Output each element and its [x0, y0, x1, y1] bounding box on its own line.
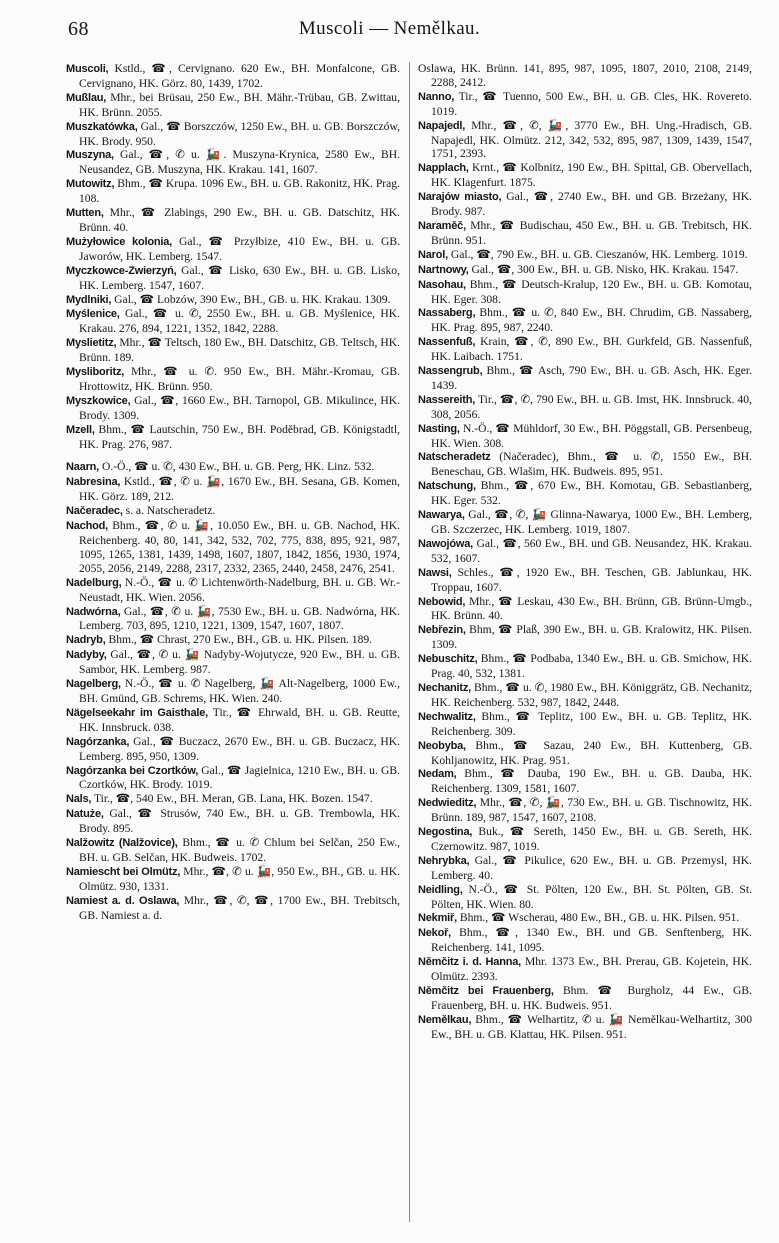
entry-details: Gal., ☎, 790 Ew., BH. u. GB. Cieszanów, HK. Lemberg. 1019. [450, 247, 748, 261]
gazetteer-entry [418, 854, 752, 883]
entry-details: Bhm., ☎, 1340 Ew., BH. und GB. Senftenberg, HK. Reichenberg. 141, 1095. [431, 926, 752, 955]
entry-details: Gal., ☎, 300 Ew., BH. u. GB. Nisko, HK. Krakau. 1547. [471, 262, 739, 276]
entry-details: Bhm., ☎ Wscherau, 480 Ew., BH., GB. u. HK. Pilsen. 951. [459, 911, 740, 925]
entry-headword: Narol, [418, 248, 448, 261]
gazetteer-entry [418, 955, 752, 984]
gazetteer-entry [418, 450, 752, 479]
gazetteer-entry [418, 652, 752, 681]
entry-details: N.-Ö., ☎ St. Pölten, 120 Ew., BH. St. Pölten, GB. St. Pölten, HK. Wien. 80. [431, 882, 752, 911]
gazetteer-entry [418, 90, 752, 119]
entry-details: (Načeradec), Bhm., ☎ u. ✆, 1550 Ew., BH. Beneschau, GB. Wlašim, HK. Budweis. 895, 951. [431, 450, 752, 479]
entry-details: Tir., ☎ Ehrwald, BH. u. GB. Reutte, HK. Innsbruck. 038. [79, 705, 400, 734]
entry-headword: Nedwieditz, [418, 797, 477, 810]
entry-headword: Nasohau, [418, 278, 466, 291]
gazetteer-entry [66, 576, 400, 605]
gazetteer-entry [66, 365, 400, 394]
gazetteer-entry [66, 836, 400, 865]
entry-headword: Namiescht bei Olmütz, [66, 865, 181, 878]
entry-headword: Natuże, [66, 808, 104, 821]
entry-details: Schles., ☎, 1920 Ew., BH. Teschen, GB. Jablunkau, HK. Troppau, 1607. [431, 565, 752, 594]
entry-headword: Napajedl, [418, 119, 466, 132]
entry-details: Bhm., ☎, 670 Ew., BH. Komotau, GB. Sebastianberg, HK. Eger. 532. [431, 479, 752, 508]
entry-details: Bhm. ☎ Burgholz, 44 Ew., GB. Frauenberg, BH. u. HK. Budweis. 951. [431, 984, 752, 1012]
entry-headword: Nagórzanka bei Czortków, [66, 764, 199, 777]
entry-details: Bhm., ☎ Asch, 790 Ew., BH. u. GB. Asch, HK. Eger. 1439. [431, 364, 752, 392]
entry-headword: Nassereith, [418, 393, 476, 406]
entry-headword: Nadyby, [66, 649, 107, 662]
entry-details: Tir., ☎, 540 Ew., BH. Meran, GB. Lana, HK. Bozen. 1547. [94, 792, 373, 806]
entry-details: Gal., ☎ Lobzów, 390 Ew., BH., GB. u. HK. Krakau. 1309. [114, 292, 391, 306]
gazetteer-entry [418, 422, 752, 451]
entry-details: Gal., ☎ Jagielnica, 1210 Ew., BH. u. GB. Czortków, HK. Brody. 1019. [79, 763, 400, 792]
gazetteer-entry [66, 807, 400, 836]
entry-details: s. a. Natscheradetz. [125, 504, 216, 518]
entry-headword: Nals, [66, 793, 92, 806]
entry-headword: Negostina, [418, 826, 473, 839]
entry-headword: Nawarya, [418, 509, 465, 522]
entry-details: Bhm., ☎ u. ✆, 1980 Ew., BH. Königgrätz, GB. Nechanitz, HK. Reichenberg. 532, 987, 1842, 2448. [431, 680, 752, 709]
gazetteer-entry [66, 633, 400, 648]
entry-headword: Myslietitz, [66, 337, 117, 350]
entry-details: Bhm., ☎ u. ✆ Chlum bei Selčan, 250 Ew., BH. u. GB. Selčan, HK. Budweis. 1702. [79, 836, 400, 864]
gazetteer-entry [418, 119, 752, 162]
entry-details: Gal., ☎, ✆ u. 🚂 Nadyby-Wojutycze, 920 Ew., BH. u. GB. Sambor, HK. Lemberg. 987. [79, 648, 400, 677]
entry-details: Gal., ☎ Borszczów, 1250 Ew., BH. u. GB. Borszczów, HK. Brody. 950. [79, 119, 400, 148]
entry-headword: Mydlniki, [66, 293, 112, 306]
gazetteer-entry [418, 796, 752, 825]
gazetteer-entry [66, 235, 400, 264]
entry-details: Tir., ☎, ✆, 790 Ew., BH. u. GB. Imst, HK. Innsbruck. 40, 308, 2056. [431, 392, 752, 421]
entry-details: Gal., ☎, ✆, 🚂 Glinna-Nawarya, 1000 Ew., BH. Lemberg, GB. Szczerzec, HK. Lemberg. 1019, 1807. [431, 508, 752, 536]
entry-headword: Mutowitz, [66, 178, 115, 191]
entry-details: Gal., ☎, 2740 Ew., BH. und GB. Brzeżany, HK. Brody. 987. [431, 190, 752, 219]
gazetteer-entry [418, 883, 752, 912]
entry-details: Mhr., ☎ Teltsch, 180 Ew., BH. Datschitz, GB. Teltsch, HK. Brünn. 189. [79, 336, 400, 365]
page-number: 68 [68, 18, 89, 40]
entry-headword: Napplach, [418, 162, 469, 175]
entry-details: Gal., ☎, 1660 Ew., BH. Tarnopol, GB. Mikulince, HK. Brody. 1309. [79, 393, 400, 422]
entry-headword: Neobyba, [418, 739, 466, 752]
entry-headword: Muszyna, [66, 149, 114, 162]
entry-details: Gal., ☎ Pikulice, 620 Ew., BH. u. GB. Przemysl, HK. Lemberg. 40. [431, 853, 752, 882]
gazetteer-entry [418, 335, 752, 364]
entry-headword: Nadelburg, [66, 576, 122, 589]
entry-headword: Nekoř, [418, 927, 452, 940]
gazetteer-entry [418, 710, 752, 739]
entry-details: O.-Ö., ☎ u. ✆, 430 Ew., BH. u. GB. Perg, HK. Linz. 532. [101, 460, 375, 474]
two-column-text [66, 62, 756, 1227]
gazetteer-entry [418, 479, 752, 508]
entry-headword: Mużyłowice kolonia, [66, 235, 173, 248]
entry-headword: Myczkowce-Zwierzyń, [66, 264, 177, 277]
entry-headword: Namiest a. d. Oslawa, [66, 894, 180, 907]
entry-details: Mhr., ☎, ✆ u. 🚂, 950 Ew., BH., GB. u. HK. Olmütz. 930, 1331. [79, 864, 400, 893]
entry-headword: Mußlau, [66, 91, 107, 104]
entry-headword: Nassenfuß, [418, 336, 476, 349]
entry-details: Bhm., ☎ Welhartitz, ✆ u. 🚂 Nemělkau-Welhartitz, 300 Ew., BH. u. GB. Klattau, HK. Pilsen. 951. [431, 1012, 752, 1041]
entry-details: Mhr., bei Brüsau, 250 Ew., BH. Mähr.-Trübau, GB. Zwittau, HK. Brünn. 2055. [79, 90, 400, 119]
gazetteer-entry [66, 504, 400, 519]
entry-headword: Němčitz bei Frauenberg, [418, 985, 554, 997]
entry-headword: Nebuschitz, [418, 653, 478, 666]
entry-details: Bhm., ☎ Sazau, 240 Ew., BH. Kuttenberg, GB. Kohljanowitz, HK. Prag. 951. [431, 738, 752, 767]
gazetteer-entry [66, 605, 400, 634]
entry-headword: Nagelberg, [66, 678, 121, 691]
entry-details: Bhm., ☎ Podbaba, 1340 Ew., BH. u. GB. Smichow, HK. Prag. 40, 532, 1381. [431, 652, 752, 681]
entry-headword: Mutten, [66, 207, 104, 220]
gazetteer-entry [66, 307, 400, 336]
gazetteer-entry [66, 423, 400, 452]
entry-details: Buk., ☎ Sereth, 1450 Ew., BH. u. GB. Sereth, HK. Czernowitz. 987, 1019. [431, 825, 752, 853]
entry-headword: Neidling, [418, 883, 463, 896]
gazetteer-entry [66, 792, 400, 807]
entry-headword: Mysliboritz, [66, 366, 125, 379]
entry-details: N.-Ö., ☎ u. ✆ Lichtenwörth-Nadelburg, BH. u. GB. Wr.-Neustadt, HK. Wien. 2056. [79, 575, 400, 604]
entry-headword: Nebowid, [418, 595, 466, 608]
entry-details: Tir., ☎ Tuenno, 500 Ew., BH. u. GB. Cles, HK. Rovereto. 1019. [431, 89, 752, 118]
entry-details: Gal., ☎ u. ✆, 2550 Ew., BH. u. GB. Myślenice, HK. Krakau. 276, 894, 1221, 1352, 1842, 2288. [79, 307, 400, 336]
entry-headword: Nasting, [418, 422, 460, 435]
gazetteer-entry [66, 177, 400, 206]
entry-headword: Nedam, [418, 768, 457, 781]
gazetteer-entry [418, 508, 752, 537]
left-column [66, 62, 400, 1227]
entry-headword: Nartnowy, [418, 263, 469, 276]
entry-headword: Naarn, [66, 461, 100, 474]
entry-headword: Nadryb, [66, 634, 106, 647]
entry-details: Gal., ☎, ✆ u. 🚂. Muszyna-Krynica, 2580 Ew., BH. Neusandez, GB. Muszyna, HK. Krakau. 141, 1607. [79, 148, 400, 177]
entry-headword: Narajów miasto, [418, 191, 502, 204]
entry-details: Bhm., ☎ Lautschin, 750 Ew., BH. Poděbrad, GB. Königstadtl, HK. Prag. 276, 987. [79, 422, 400, 451]
entry-details: Gal., ☎, 560 Ew., BH. und GB. Neusandez, HK. Krakau. 532, 1607. [431, 536, 752, 565]
entry-details: N.-Ö., ☎ u. ✆ Nagelberg, 🚂 Alt-Nagelberg, 1000 Ew., BH. Gmünd, GB. Schrems, HK. Wien. 240. [79, 677, 400, 705]
gazetteer-entry [418, 984, 752, 1013]
entry-details: Krain, ☎, ✆, 890 Ew., BH. Gurkfeld, GB. Nassenfuß, HK. Laibach. 1751. [431, 335, 752, 364]
gazetteer-entry [66, 264, 400, 293]
gazetteer-entry [66, 894, 400, 923]
gazetteer-entry [66, 764, 400, 793]
entry-headword: Myślenice, [66, 308, 120, 321]
gazetteer-entry [66, 735, 400, 764]
entry-headword: Nekmiř, [418, 912, 457, 925]
entry-headword: Nanno, [418, 90, 455, 103]
gazetteer-entry [418, 248, 752, 263]
entry-headword: Nachod, [66, 520, 108, 533]
gazetteer-entry [66, 519, 400, 576]
entry-details: Mhr., ☎, ✆, 🚂, 3770 Ew., BH. Ung.-Hradisch, GB. Napajedl, HK. Olmütz. 212, 342, 532, 895, 987, 1309, 1439, 1547, 1751, 2393. [431, 118, 752, 161]
gazetteer-entry [418, 825, 752, 854]
gazetteer-entry [418, 926, 752, 955]
entry-details: Gal., ☎ Buczacz, 2670 Ew., BH. u. GB. Buczacz, HK. Lemberg. 895, 950, 1309. [79, 734, 400, 763]
gazetteer-entry [66, 706, 400, 735]
gazetteer-entry [66, 120, 400, 149]
gazetteer-entry [418, 681, 752, 710]
gazetteer-entry [418, 219, 752, 248]
gazetteer-entry [418, 739, 752, 768]
entry-details: Bhm., ☎, ✆ u. 🚂, 10.050 Ew., BH. u. GB. Nachod, HK. Reichenberg. 40, 80, 141, 342, 532, 702, 775, 838, 895, 921, 987, 1095, 1265, 1381, 1439, 1498, 1607, 1807, 1842, 1856, 1930, 1974, 2055, 2056, 2149, 2288, 2317, 2332, 2365, 2440, 2458, 2476, 2541. [79, 519, 400, 575]
entry-headword: Nehrybka, [418, 854, 470, 867]
gazetteer-entry [418, 767, 752, 796]
entry-headword: Myszkowice, [66, 394, 131, 407]
gazetteer-entry [418, 62, 752, 90]
gazetteer-entry [418, 190, 752, 219]
entry-details: N.-Ö., ☎ Mühldorf, 30 Ew., BH. Pöggstall, GB. Persenbeug, HK. Wien. 308. [431, 421, 752, 450]
entry-headword: Nemělkau, [418, 1013, 472, 1026]
entry-details: Mhr., ☎, ✆, 🚂, 730 Ew., BH. u. GB. Tischnowitz, HK. Brünn. 189, 987, 1547, 1607, 2108. [431, 796, 752, 825]
entry-details: Gal., ☎ Lisko, 630 Ew., BH. u. GB. Lisko, HK. Lemberg. 1547, 1607. [79, 263, 400, 292]
entry-headword: Nawojówa, [418, 537, 474, 550]
gazetteer-entry [66, 148, 400, 177]
gazetteer-entry [66, 865, 400, 894]
gazetteer-entry [418, 1013, 752, 1042]
entry-headword: Nassaberg, [418, 307, 476, 320]
entry-headword: Nebřezin, [418, 624, 466, 637]
gazetteer-entry [66, 648, 400, 677]
entry-details: Mhr., ☎, ✆, ☎, 1700 Ew., BH. Trebitsch, GB. Namiest a. d. [79, 893, 400, 922]
right-column [418, 62, 752, 1227]
entry-headword: Muscoli, [66, 63, 109, 75]
entry-headword: Načeradec, [66, 505, 123, 518]
gazetteer-entry [418, 595, 752, 624]
gazetteer-entry [418, 911, 752, 926]
entry-headword: Natschung, [418, 480, 476, 493]
entry-details: Mhr., ☎ Leskau, 430 Ew., BH. Brünn, GB. Brünn-Umgb., HK. Brünn. 40. [431, 594, 752, 623]
entry-headword: Nassengrub, [418, 365, 483, 378]
gazetteer-entry [66, 91, 400, 120]
entry-details: Mhr. 1373 Ew., BH. Prerau, GB. Kojetein, HK. Olmütz. 2393. [431, 955, 752, 984]
entry-details: Gal., ☎ Strusów, 740 Ew., BH. u. GB. Trembowla, HK. Brody. 895. [79, 807, 400, 836]
entry-details: Bhm., ☎ Krupa. 1096 Ew., BH. u. GB. Rakonitz, HK. Prag. 108. [79, 177, 400, 206]
entry-details: Mhr., ☎ u. ✆. 950 Ew., BH. Mähr.-Kromau, GB. Hrottowitz, HK. Brünn. 950. [79, 365, 400, 393]
gazetteer-entry [418, 263, 752, 278]
gazetteer-entry [418, 537, 752, 566]
entry-details: Mhr., ☎ Zlabings, 290 Ew., BH. u. GB. Datschitz, HK. Brünn. 40. [79, 206, 400, 234]
entry-headword: Nawsi, [418, 566, 452, 579]
gazetteer-entry [418, 393, 752, 422]
gazetteer-entry [418, 566, 752, 595]
gazetteer-entry [66, 62, 400, 91]
page-header [40, 14, 739, 42]
running-head: Muscoli — Nemělkau. [298, 18, 481, 39]
entry-headword: Mzell, [66, 423, 95, 436]
gazetteer-entry [66, 336, 400, 365]
entry-details: Bhm, ☎ Plaß, 390 Ew., BH. u. GB. Kralowitz, HK. Pilsen. 1309. [431, 623, 752, 652]
entry-details: Kstld., ☎, Cervignano. 620 Ew., BH. Monfalcone, GB. Cervignano, HK. Görz. 80, 1439, 1702. [79, 62, 400, 90]
gazetteer-entry [418, 306, 752, 335]
entry-details: Krnt., ☎ Kolbnitz, 190 Ew., BH. Spittal, GB. Obervellach, HK. Klagenfurt. 1875. [431, 161, 752, 190]
gazetteer-entry [66, 293, 400, 308]
entry-details: Gal., ☎ Przyłbize, 410 Ew., BH. u. GB. Jaworów, HK. Lemberg. 1547. [79, 234, 400, 263]
entry-headword: Muszkatówka, [66, 120, 138, 133]
entry-headword: Nechwalitz, [418, 710, 476, 723]
entry-headword: Naraměč, [418, 219, 466, 232]
entry-details: Bhm., ☎ Deutsch-Kralup, 120 Ew., BH. u. GB. Komotau, HK. Eger. 308. [431, 277, 752, 306]
entry-headword: Nägelseekahr im Gaisthale, [66, 706, 208, 719]
entry-headword: Němčitz i. d. Hanna, [418, 956, 522, 969]
entry-details: Bhm., ☎ Teplitz, 100 Ew., BH. u. GB. Teplitz, HK. Reichenberg. 309. [431, 709, 752, 738]
gazetteer-entry [66, 460, 400, 475]
entry-headword: Nadwórna, [66, 605, 121, 618]
entry-details: Mhr., ☎ Budischau, 450 Ew., BH. u. GB. Trebitsch, HK. Brünn. 951. [431, 218, 752, 247]
gazetteer-entry [66, 677, 400, 706]
entry-details: Gal., ☎, ✆ u. 🚂, 7530 Ew., BH. u. GB. Nadwórna, HK. Lemberg. 703, 895, 1210, 1221, 1309, 1547, 1607, 1807. [79, 604, 400, 633]
entry-details: Oslawa, HK. Brünn. 141, 895, 987, 1095, 1807, 2010, 2108, 2149, 2288, 2412. [418, 62, 752, 89]
entry-details: Bhm., ☎ u. ✆, 840 Ew., BH. Chrudim, GB. Nassaberg, HK. Prag. 895, 987, 2240. [431, 306, 752, 335]
entry-headword: Natscheradetz [418, 451, 491, 464]
gazetteer-entry [418, 364, 752, 393]
entry-headword: Nagórzanka, [66, 735, 130, 748]
gazetteer-entry [66, 475, 400, 504]
gazetteer-entry [66, 206, 400, 235]
gazetteer-entry [418, 161, 752, 190]
entry-headword: Nabresina, [66, 476, 121, 489]
entry-details: Kstld., ☎, ✆ u. 🚂, 1670 Ew., BH. Sesana, GB. Komen, HK. Görz. 189, 212. [79, 475, 400, 504]
entry-details: Bhm., ☎ Chrast, 270 Ew., BH., GB. u. HK. Pilsen. 189. [108, 633, 373, 647]
gazetteer-entry [418, 278, 752, 307]
entry-headword: Nalžowitz (Nalžovice), [66, 837, 178, 850]
gazetteer-entry [418, 623, 752, 652]
column-divider [409, 62, 410, 1222]
entry-headword: Nechanitz, [418, 681, 472, 694]
gazetteer-entry [66, 394, 400, 423]
entry-details: Bhm., ☎ Dauba, 190 Ew., BH. u. GB. Dauba, HK. Reichenberg. 1309, 1581, 1607. [431, 767, 752, 796]
